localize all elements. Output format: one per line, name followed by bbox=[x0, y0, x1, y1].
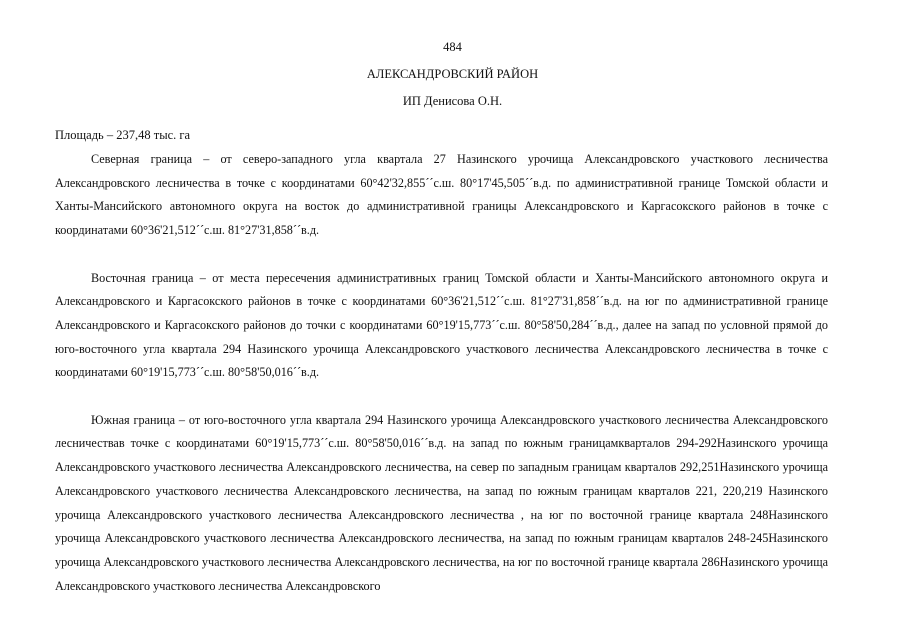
page-title: АЛЕКСАНДРОВСКИЙ РАЙОН bbox=[366, 67, 539, 81]
area-line: Площадь – 237,48 тыс. га bbox=[55, 128, 191, 142]
author-line: ИП Денисова О.Н. bbox=[402, 94, 503, 108]
paragraph-east-border: Восточная граница – от места пересечения административных границ Томской области и Ханты-Мансийского автономного округа и Александровского и Каргасокского районов в точке с координатами 60°36'21,512´´с.ш. 81°27'31,858´´в.д. на юг по административной границе Александровского и Каргасокского районов до точки с координатами 60°19'15,773´´с.ш. 80°58'50,284´´в.д., далее на запад по условной прямой до юго-восточного угла квартала 294 Назинского урочища Александровского участкового лесничества Александровского лесничества в точке с координатами 60°19'15,773´´с.ш. 80°58'50,016´´в.д. bbox=[55, 270, 828, 380]
paragraph-north-border: Северная граница – от северо-западного угла квартала 27 Назинского урочища Александровского участкового лесничества Александровского лесничества в точке с координатами 60°42'32,855´´с.ш. 80°17'45,505´´в.д. по административной границе Томской области и Ханты-Мансийского автономного округа на восток до административной границы Александровского и Каргасокского районов в точке с координатами 60°36'21,512´´с.ш. 81°27'31,858´´в.д. bbox=[55, 152, 828, 238]
page-number: 484 bbox=[443, 40, 462, 54]
paragraph-south-border: Южная граница – от юго-восточного угла квартала 294 Назинского урочища Александровского участкового лесничества Александровского лесничествав точке с координатами 60°19'15,773´´с.ш. 80°58'50,016´´в.д. на запад по южным границамкварталов 294-292Назинского урочища Александровского участкового лесничества Александровского лесничества, на север по западным границам кварталов 292,251Назинского урочища Александровского участкового лесничества Александровского лесничества, на запад по южным границам кварталов 221, 220,219 Назинского урочища Александровского участкового лесничества Александровского лесничества , на юг по восточной границе квартала 248Назинского урочища Александровского участкового лесничества Александровского лесничества, на запад по южным границам кварталов 248-245Назинского урочища Александровского участкового лесничества Александровского лесничества, на юг по восточной границе квартала 286Назинского урочища Александровского участкового лесничества Александровского bbox=[55, 412, 828, 593]
document-body bbox=[55, 148, 828, 598]
